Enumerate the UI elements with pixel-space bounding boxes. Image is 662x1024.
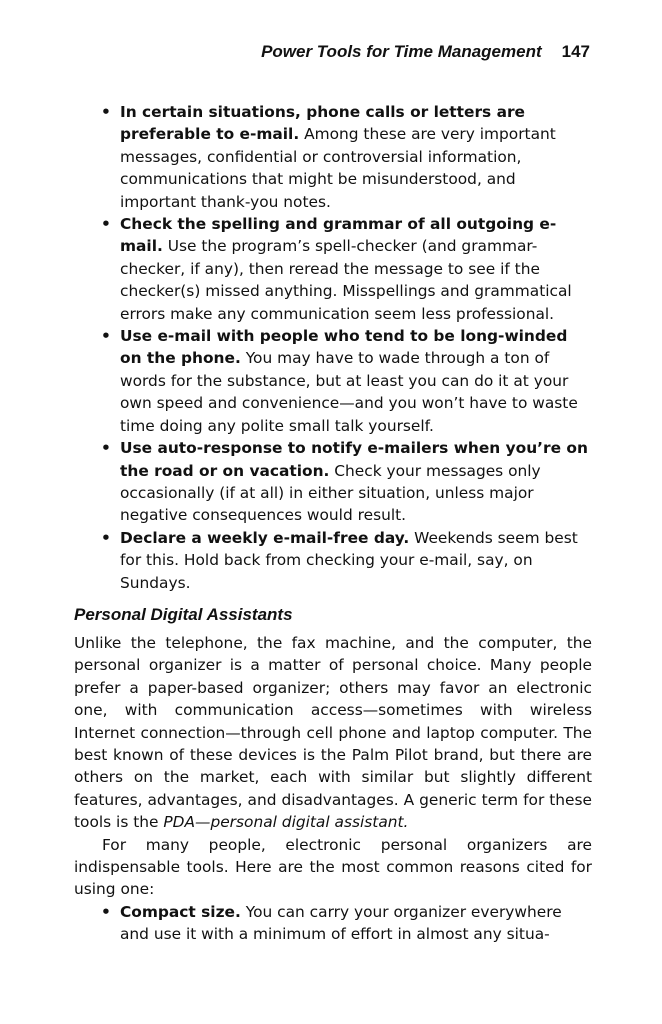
list-item [74,901,592,946]
item-text: You may have to wade through a ton of words for the substance, but at least you can do it at your own speed and convenience—and you won’t have to waste time doing any polite small talk yourself. [120,349,578,435]
item-text: Check your messages only occasionally (if at all) in either situation, unless major negative consequences would result. [120,461,541,525]
body-paragraph [74,632,592,834]
item-text: You can carry your organizer everywhere and use it with a minimum of effort in almost any situa- [120,902,562,944]
list-item [74,213,592,325]
body-paragraph: For many people, electronic personal organizers are indispensable tools. Here are the most common reasons cited for using one: [74,835,592,899]
bullet-icon: • [101,528,111,547]
list-item [74,437,592,527]
running-title: Power Tools for Time Management [261,42,542,61]
item-lead: Check the spelling and grammar of all outgoing e-mail. [120,215,557,256]
list-item [74,101,592,213]
bullet-icon: • [101,215,111,234]
bullet-icon: • [101,327,111,346]
page-body [74,101,592,946]
item-lead: Use auto-response to notify e-mailers when you’re on the road or on vacation. [120,439,588,480]
item-lead: Compact size. [120,902,241,921]
item-text: Use the program’s spell-checker (and grammar-checker, if any), then reread the message to see if the checker(s) missed anything. Misspellings and grammatical errors make any communication seem less professional. [120,237,572,323]
list-item [74,325,592,437]
paragraph-text: Unlike the telephone, the fax machine, and the computer, the personal organizer is a matter of personal choice. Many people prefer a paper-based organizer; others may favor an electronic one, with communication access—sometimes with wireless Internet connection—through cell phone and laptop computer. The best known of these devices is the Palm Pilot brand, but there are others on the market, each with similar but slightly different features, advantages, and disadvantages. A generic term for these tools is the [74,633,592,832]
paragraph-italic-term: PDA—personal digital assistant. [163,813,409,832]
page-number: 147 [561,42,590,61]
bullet-icon: • [101,103,111,121]
item-text: Weekends seem best for this. Hold back from checking your e-mail, say, on Sundays. [120,528,578,592]
item-lead: In certain situations, phone calls or letters are preferable to e-mail. [120,103,525,144]
item-lead: Declare a weekly e-mail-free day. [120,528,410,547]
running-header [261,42,590,62]
bullet-icon: • [101,902,111,921]
list-item [74,527,592,594]
tips-list [74,101,592,594]
item-lead: Use e-mail with people who tend to be long-winded on the phone. [120,327,568,368]
item-text: Among these are very important messages, confidential or controversial information, communications that might be misunderstood, and important thank-you notes. [120,125,556,211]
section-heading: Personal Digital Assistants [74,604,293,624]
reasons-list [74,901,592,946]
bullet-icon: • [101,439,111,458]
